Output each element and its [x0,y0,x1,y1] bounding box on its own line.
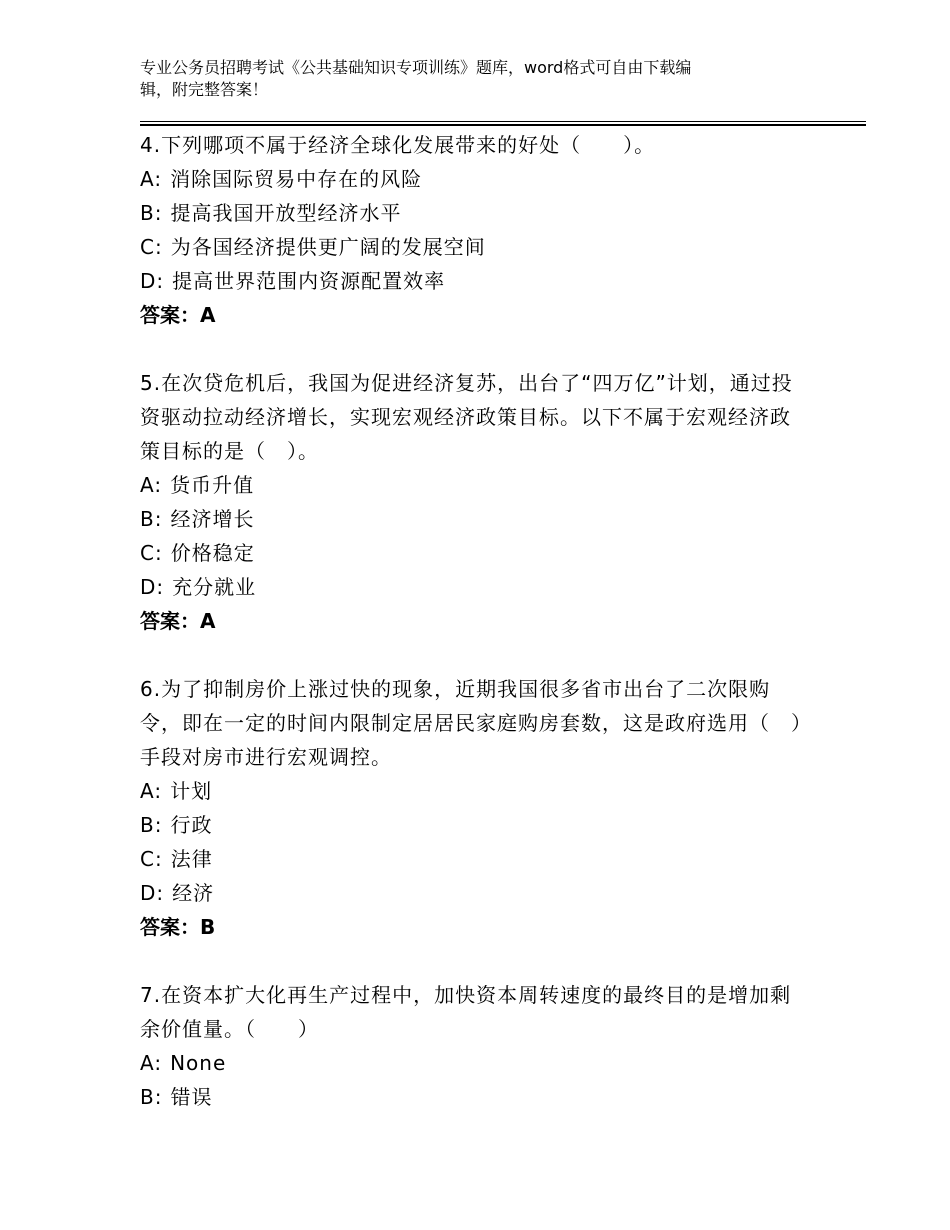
option-text: 行政 [170,813,213,837]
option-text: 价格稳定 [170,541,255,565]
option-text: 经济增长 [170,507,255,531]
question-stem: 5.在次贷危机后，我国为促进经济复苏，出台了“四万亿”计划，通过投资驱动拉动经济增长，实现宏观经济政策目标。以下不属于宏观经济政策目标的是（ ）。 [140,371,793,463]
option-text: 法律 [170,847,213,871]
option-key: B: [140,1085,163,1109]
option-key: B: [140,201,163,225]
option-text: 为各国经济提供更广阔的发展空间 [170,235,486,259]
option-text: 提高我国开放型经济水平 [170,201,402,225]
answer-label: 答案：A [140,303,216,327]
option-b [140,502,810,536]
question-list [140,128,810,1148]
option-key: D: [140,269,165,293]
option-text: 提高世界范围内资源配置效率 [172,269,446,293]
question-4 [140,128,810,332]
option-text: 计划 [170,779,213,803]
answer-label: 答案：A [140,609,216,633]
header-line-2: 辑，附完整答案！ [140,80,269,99]
option-key: D: [140,575,165,599]
question-stem: 4.下列哪项不属于经济全球化发展带来的好处（ ）。 [140,133,656,157]
option-a [140,1046,810,1080]
option-a [140,774,810,808]
option-d [140,876,810,910]
question-stem: 6.为了抑制房价上涨过快的现象，近期我国很多省市出台了二次限购令，即在一定的时间内限制定居居民家庭购房套数，这是政府选用（ ）手段对房市进行宏观调控。 [140,677,802,769]
option-a [140,162,810,196]
header-divider-top [140,121,866,122]
option-b [140,808,810,842]
option-key: B: [140,507,163,531]
option-c [140,536,810,570]
option-b [140,1080,810,1114]
question-6 [140,672,810,944]
question-5 [140,366,810,638]
option-key: A: [140,1051,163,1075]
option-c [140,230,810,264]
option-key: C: [140,541,163,565]
option-key: C: [140,235,163,259]
header-divider-bottom [140,124,866,126]
option-a [140,468,810,502]
question-7 [140,978,810,1114]
option-c [140,842,810,876]
document-header [140,57,800,101]
answer-label: 答案：B [140,915,216,939]
option-d [140,264,810,298]
header-line-1: 专业公务员招聘考试《公共基础知识专项训练》题库，word格式可自由下载编 [140,58,692,77]
option-d [140,570,810,604]
option-key: A: [140,167,163,191]
option-key: D: [140,881,165,905]
option-text: 经济 [172,881,215,905]
option-text: 货币升值 [170,473,255,497]
option-key: A: [140,779,163,803]
question-stem: 7.在资本扩大化再生产过程中，加快资本周转速度的最终目的是增加剩余价值量。（ ） [140,983,792,1041]
option-b [140,196,810,230]
option-text: None [170,1051,227,1075]
option-key: A: [140,473,163,497]
option-key: C: [140,847,163,871]
option-text: 充分就业 [172,575,257,599]
option-key: B: [140,813,163,837]
option-text: 消除国际贸易中存在的风险 [170,167,423,191]
option-text: 错误 [170,1085,213,1109]
